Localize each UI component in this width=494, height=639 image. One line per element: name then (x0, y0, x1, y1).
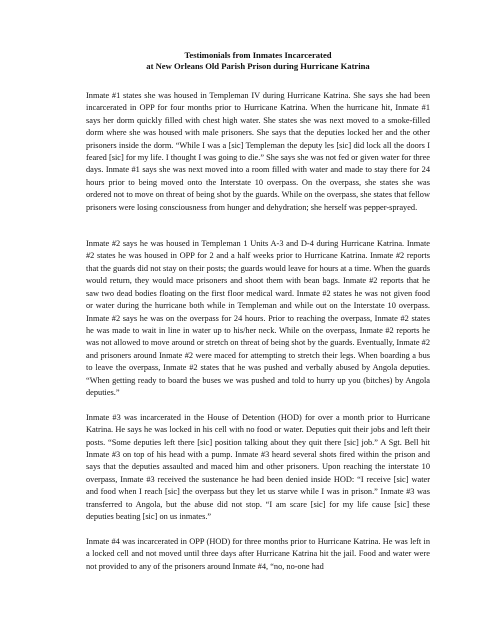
testimonial-inmate-4: Inmate #4 was incarcerated in OPP (HOD) for three months prior to Hurricane Katrina. He was left in a locked cell and not moved until three days after Hurricane Katrina hit the jail. Food and water were not provided to any of the prisoners around Inmate #4, “no, no-one had (86, 537, 430, 571)
paragraph-gap (86, 214, 430, 238)
testimonial-inmate-1: Inmate #1 states she was housed in Templeman IV during Hurricane Katrina. She says she had been incarcerated in OPP for four months prior to Hurricane Katrina. When the hurricane hit, Inmate #1 says her dorm quickly filled with chest high water. She states she was next moved to a smoke-filled dorm where she was housed with male prisoners. She says that the deputies locked her and the other prisoners inside the dorm. “While I was a [sic] Templeman the deputy les [sic] did lock all the doors I feared [sic] for my life. I thought I was going to die.” She says she was not fed or given water for three days. Inmate #1 says she was next moved into a room filled with water and made to stay there for 24 hours prior to being moved onto the Interstate 10 overpass. On the overpass, she states she was ordered not to move on threat of being shot by the guards. While on the overpass, she states that fellow prisoners were losing consciousness from hunger and dehydration; she herself was pepper-sprayed. (86, 91, 430, 212)
document-page (86, 50, 430, 573)
paragraph-gap (86, 524, 430, 537)
title-line-2: at New Orleans Old Parish Prison during Hurricane Katrina (146, 61, 370, 71)
paragraph-gap (86, 399, 430, 412)
testimonial-inmate-3: Inmate #3 was incarcerated in the House of Detention (HOD) for over a month prior to Hurricane Katrina. He says he was locked in his cell with no food or water. Deputies quit their jobs and left their posts. “Some deputies left there [sic] position talking about they quit there [sic] job.” A Sgt. Bell hit Inmate #3 on top of his head with a pump. Inmate #3 heard several shots fired within the prison and says that the deputies assaulted and maced him and other prisoners. Upon reaching the interstate 10 overpass, Inmate #3 received the sustenance he had been denied inside HOD: “I receive [sic] water and food when I reach [sic] the overpass but they let us starve while I was in prison.” Inmate #3 was transferred to Angola, but the abuse did not stop. “I am scare [sic] for my life cause [sic] these deputies beating [sic] on us inmates.” (86, 412, 430, 522)
testimonial-inmate-2: Inmate #2 says he was housed in Templeman 1 Units A-3 and D-4 during Hurricane Katrina. Inmate #2 states he was housed in OPP for 2 and a half weeks prior to Hurricane Katrina. Inmate #2 reports that the guards did not stay on their posts; the guards would leave for hours at a time. When the guards would return, they would mace prisoners and shoot them with bean bags. Inmate #2 reports that he saw two dead bodies floating on the first floor medical ward. Inmate #2 states he was not given food or water during the hurricane both while in Templeman and while out on the Interstate 10 overpass. Inmate #2 says he was on the overpass for 24 hours. Prior to reaching the overpass, Inmate #2 states he was made to wait in line in water up to his/her neck. While on the overpass, Inmate #2 reports he was not allowed to move around or stretch on threat of being shot by the guards. Eventually, Inmate #2 and prisoners around Inmate #2 were maced for attempting to stretch their legs. When boarding a bus to leave the overpass, Inmate #2 states that he was pushed and verbally abused by Angola deputies. “When getting ready to board the buses we was pushed and told to hurry up you (bitches) by Angola deputies.” (86, 239, 430, 397)
document-title (86, 50, 430, 72)
title-line-1: Testimonials from Inmates Incarcerated (184, 50, 332, 60)
